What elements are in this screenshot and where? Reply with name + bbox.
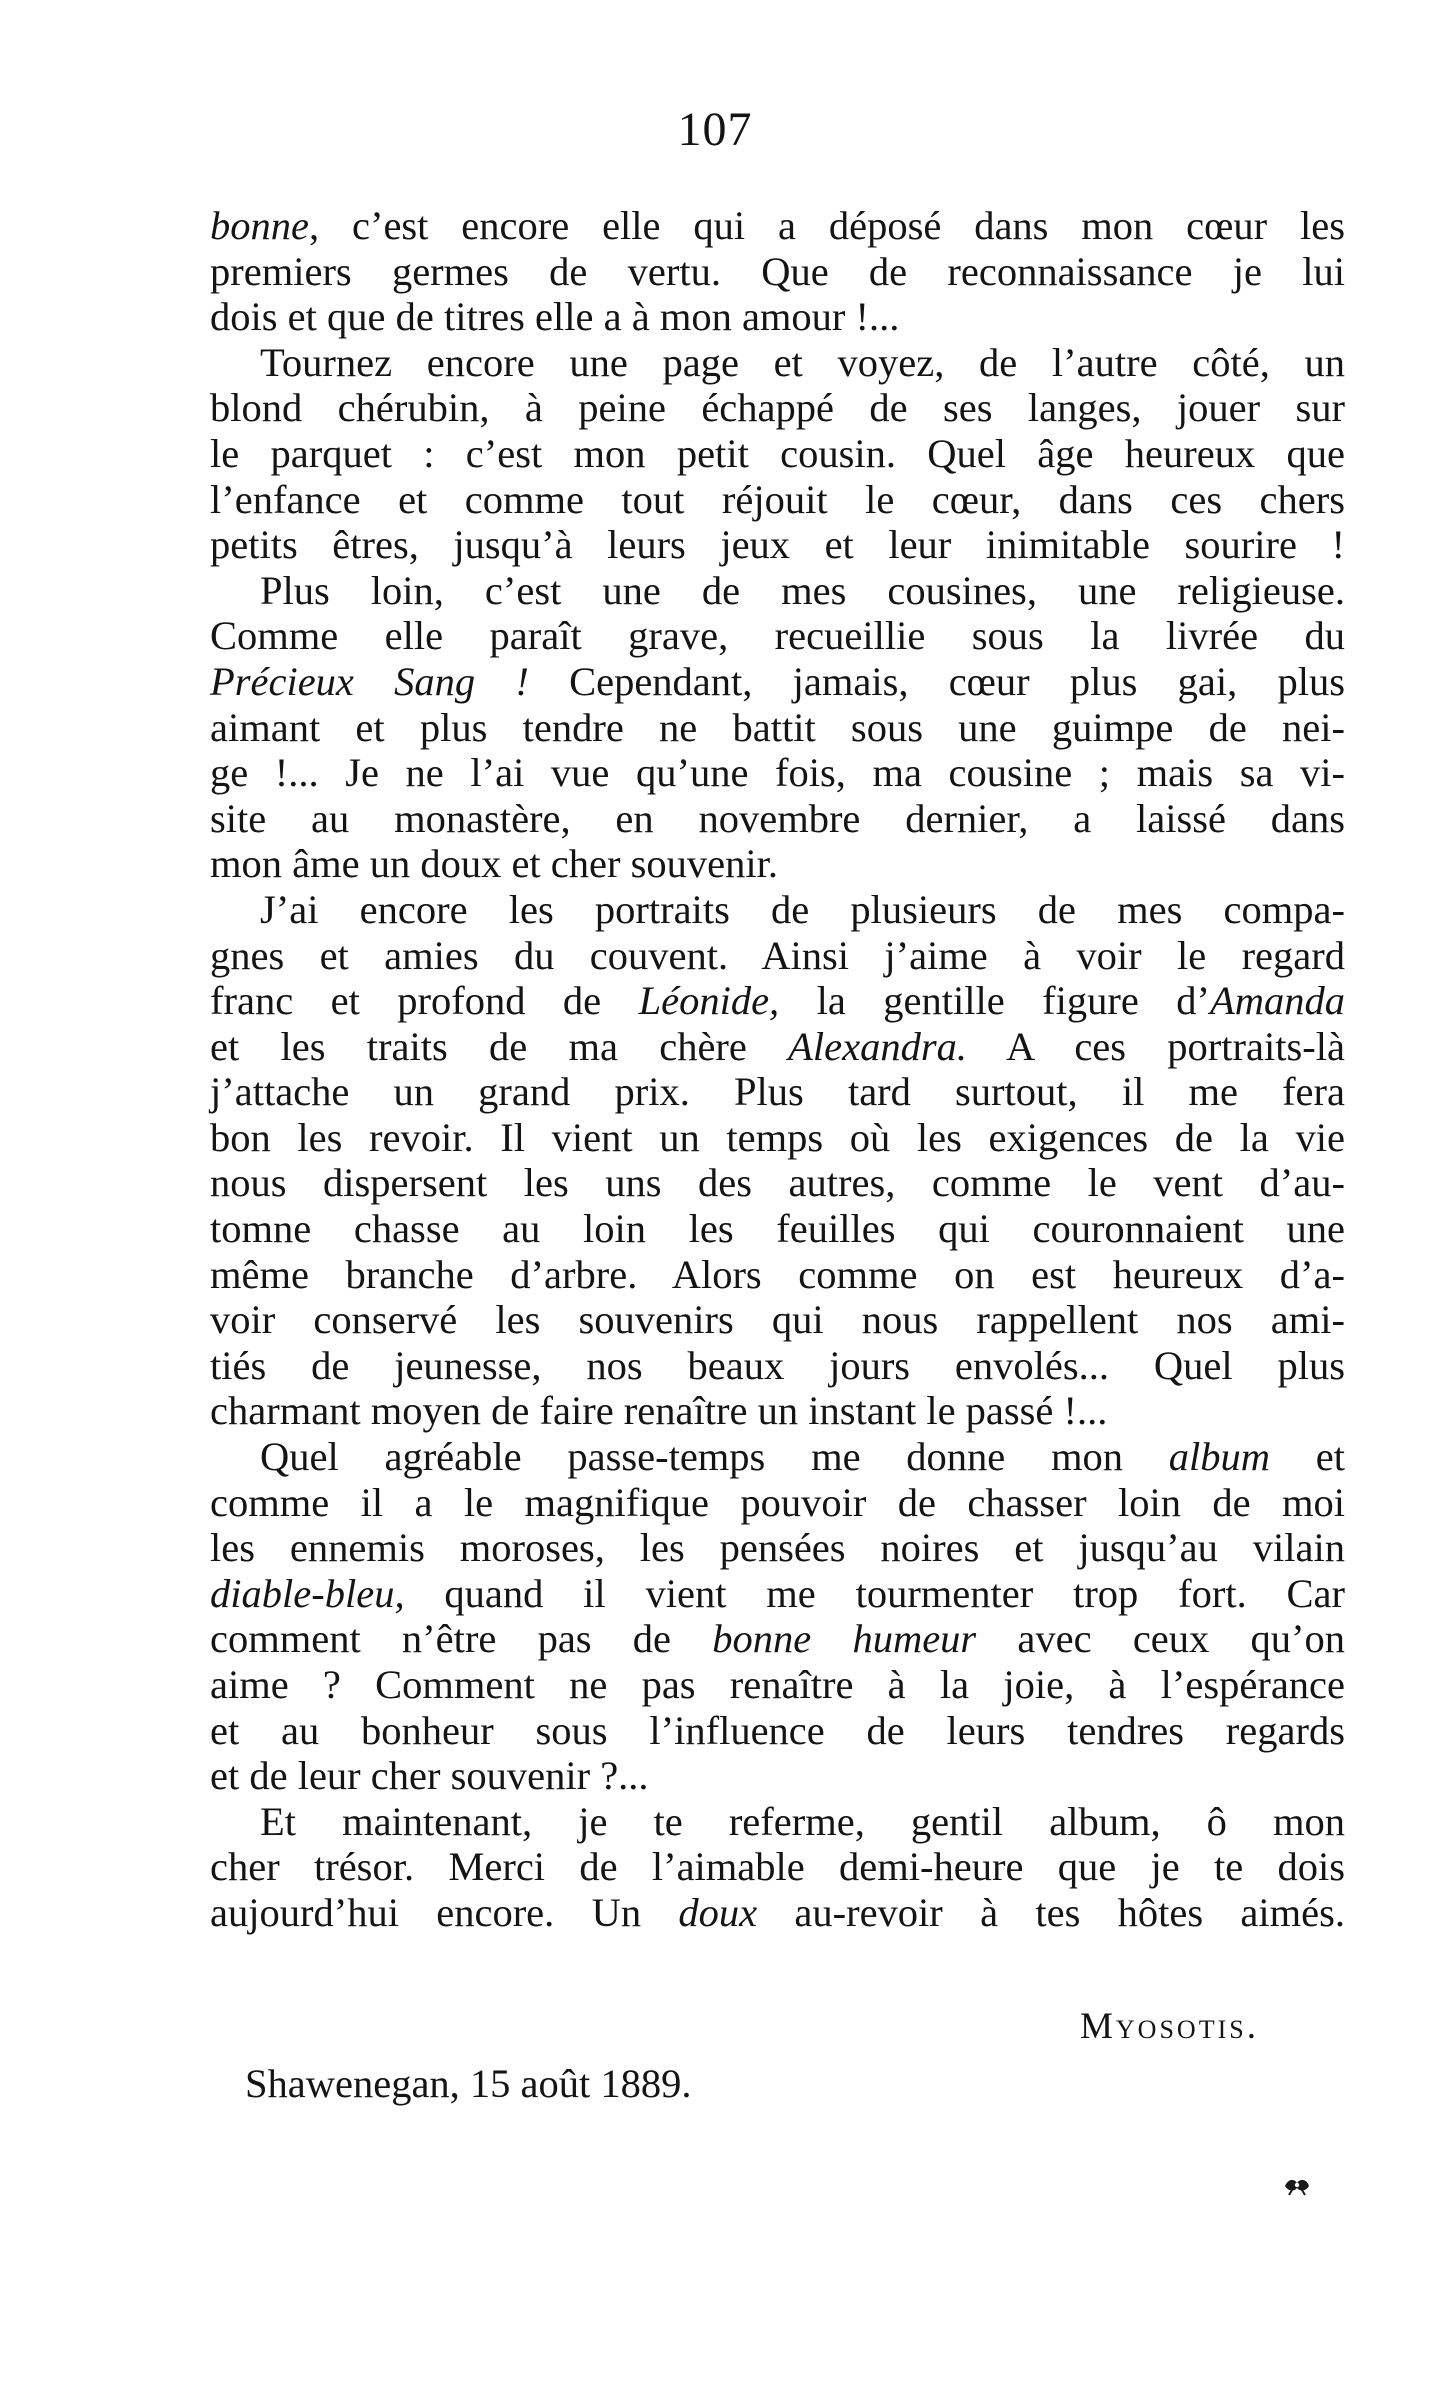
text-span: comment n’être pas de (210, 1616, 713, 1662)
text-span: Quel agréable passe-temps me donne mon (260, 1434, 1169, 1480)
text-span: comme il a le magnifique pouvoir de chasser loin de moi (210, 1479, 1345, 1525)
text-line (210, 1297, 1345, 1343)
text-span: et (1270, 1434, 1345, 1480)
text-span: mon âme un doux et cher souvenir. (210, 841, 778, 887)
page-number: 107 (677, 103, 753, 156)
text-span: avec ceux qu’on (976, 1616, 1345, 1662)
text-line (210, 705, 1345, 751)
text-line (210, 659, 1345, 705)
text-span: J’ai encore les portraits de plusieurs de mes compa- (260, 886, 1345, 932)
signature: Myosotis. (1080, 2006, 1259, 2047)
text-span: petits êtres, jusqu’à leurs jeux et leur inimitable sourire ! (210, 522, 1345, 568)
text-line (210, 1616, 1345, 1662)
text-line (210, 1024, 1345, 1070)
text-line (210, 750, 1345, 796)
text-line (210, 1890, 1345, 1936)
text-span: A ces portraits-là (967, 1023, 1345, 1069)
text-span: Et maintenant, je te referme, gentil album, ô mon (260, 1798, 1345, 1844)
text-span: voir conservé les souvenirs qui nous rappellent nos ami- (210, 1297, 1345, 1343)
text-span: Cependant, jamais, cœur plus gai, plus (528, 658, 1345, 704)
italic-text: Léonide, (638, 978, 780, 1024)
text-span: nous dispersent les uns des autres, comme le vent d’au- (210, 1160, 1345, 1206)
text-line (210, 1844, 1345, 1890)
text-line (210, 841, 1345, 887)
text-line (210, 385, 1345, 431)
text-line (210, 1206, 1345, 1252)
text-line (210, 203, 1345, 249)
text-span: aimant et plus tendre ne battit sous une guimpe de nei- (210, 704, 1345, 750)
text-span: aujourd’hui encore. Un (210, 1889, 679, 1935)
text-line (210, 887, 1345, 933)
text-span: franc et profond de (210, 978, 639, 1024)
text-span: au-revoir à tes hôtes aimés. (757, 1889, 1345, 1935)
text-span: et de leur cher souvenir ?... (210, 1753, 649, 1799)
text-span: gnes et amies du couvent. Ainsi j’aime à voir le regard (210, 932, 1345, 978)
text-span: Plus loin, c’est une de mes cousines, une religieuse. (260, 567, 1345, 613)
italic-text: Alexandra. (788, 1023, 968, 1069)
text-span: premiers germes de vertu. Que de reconnaissance je lui (210, 248, 1345, 294)
text-line (210, 1252, 1345, 1298)
text-span: , c’est encore elle qui a déposé dans mon cœur les (308, 203, 1345, 248)
text-line (210, 1480, 1345, 1526)
text-line (210, 294, 1345, 340)
text-span: blond chérubin, à peine échappé de ses langes, jouer sur (210, 385, 1345, 431)
place-date: Shawenegan, 15 août 1889. (245, 2061, 692, 2106)
text-line (210, 1343, 1345, 1389)
text-span: site au monastère, en novembre dernier, a laissé dans (210, 795, 1345, 841)
text-line (210, 431, 1345, 477)
text-line (210, 1753, 1345, 1799)
text-line (210, 978, 1345, 1024)
text-line (210, 1160, 1345, 1206)
italic-text: bonne (210, 203, 309, 248)
text-line (210, 1662, 1345, 1708)
text-line (210, 796, 1345, 842)
text-span: et les traits de ma chère (210, 1023, 789, 1069)
text-span: la gentille figure d’ (779, 978, 1210, 1024)
italic-text: doux (678, 1889, 758, 1935)
text-line (210, 1388, 1345, 1434)
text-line (210, 1069, 1345, 1115)
italic-text: Précieux Sang ! (210, 658, 529, 704)
text-line (210, 1571, 1345, 1617)
text-line (210, 340, 1345, 386)
fleuron-ornament-icon (1282, 2175, 1312, 2197)
text-span: ge !... Je ne l’ai vue qu’une fois, ma cousine ; mais sa vi- (210, 750, 1345, 796)
text-span: même branche d’arbre. Alors comme on est heureux d’a- (210, 1251, 1345, 1297)
text-line (210, 933, 1345, 979)
text-line (210, 613, 1345, 659)
text-span: aime ? Comment ne pas renaître à la joie, à l’espérance (210, 1662, 1345, 1707)
italic-text: Amanda (1210, 978, 1345, 1024)
text-span: j’attache un grand prix. Plus tard surtout, il me fera (210, 1069, 1345, 1115)
text-line (210, 1799, 1345, 1845)
italic-text: album (1168, 1434, 1271, 1480)
italic-text: bonne humeur (712, 1616, 977, 1662)
italic-text: diable-bleu, (210, 1570, 405, 1616)
text-span: Comme elle paraît grave, recueillie sous la livrée du (210, 613, 1345, 659)
text-span: tomne chasse au loin les feuilles qui couronnaient une (210, 1206, 1345, 1252)
text-line (210, 1434, 1345, 1480)
text-line (210, 249, 1345, 295)
text-span: bon les revoir. Il vient un temps où les exigences de la vie (210, 1114, 1345, 1160)
text-line (210, 1708, 1345, 1754)
text-span: le parquet : c’est mon petit cousin. Quel âge heureux que (210, 430, 1345, 476)
text-line (210, 1525, 1345, 1571)
text-line (210, 568, 1345, 614)
text-span: charmant moyen de faire renaître un instant le passé !... (210, 1388, 1108, 1434)
text-span: et au bonheur sous l’influence de leurs tendres regards (210, 1707, 1345, 1753)
text-span: dois et que de titres elle a à mon amour !... (210, 294, 900, 340)
text-line (210, 1115, 1345, 1161)
text-span: tiés de jeunesse, nos beaux jours envolés... Quel plus (210, 1342, 1345, 1388)
text-line (210, 522, 1345, 568)
text-span: l’enfance et comme tout réjouit le cœur, dans ces chers (210, 476, 1345, 522)
text-line (210, 477, 1345, 523)
text-span: cher trésor. Merci de l’aimable demi-heure que je te dois (210, 1844, 1345, 1890)
body-text (210, 203, 1345, 1936)
text-span: quand il vient me tourmenter trop fort. Car (404, 1570, 1345, 1616)
text-span: les ennemis moroses, les pensées noires et jusqu’au vilain (210, 1525, 1345, 1571)
text-span: Tournez encore une page et voyez, de l’autre côté, un (260, 339, 1345, 385)
